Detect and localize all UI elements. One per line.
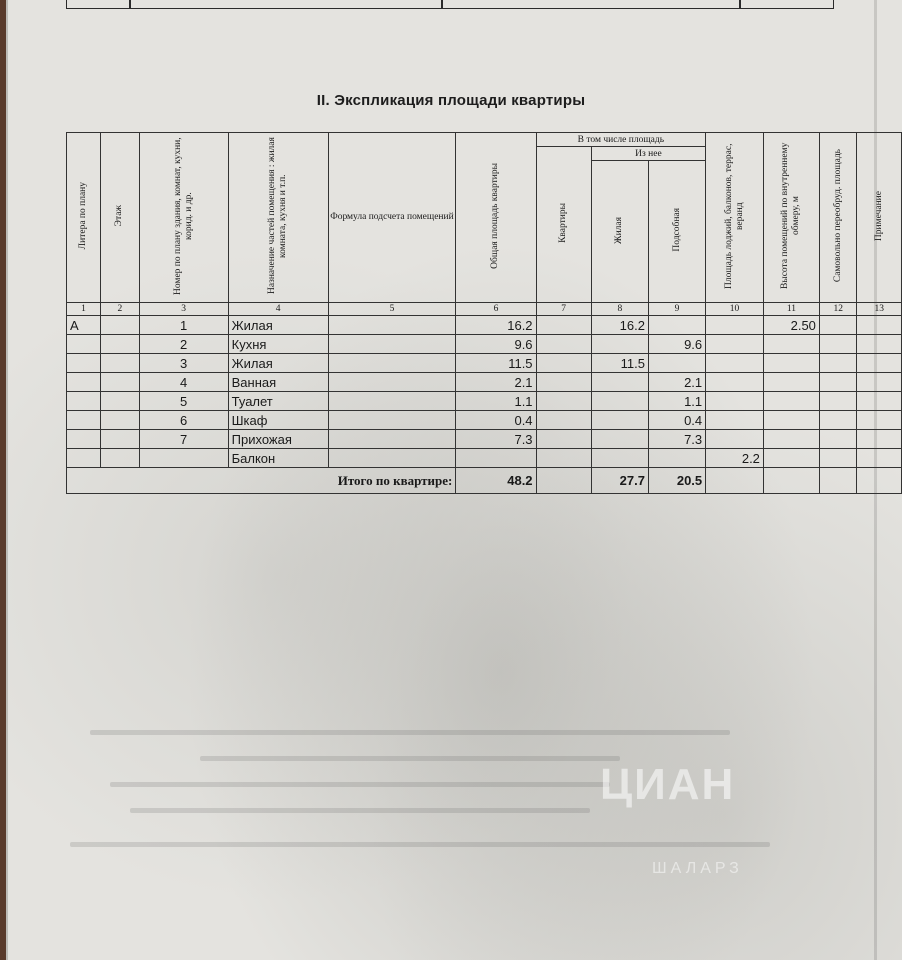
cell-height <box>763 430 819 449</box>
cell-utility: 2.1 <box>648 373 705 392</box>
cell-unauthorized <box>819 449 857 468</box>
table-row <box>67 354 902 373</box>
cell-note <box>857 430 902 449</box>
cell-apartment <box>536 392 591 411</box>
cell-height <box>763 411 819 430</box>
cell-living <box>591 392 648 411</box>
cell-utility: 1.1 <box>648 392 705 411</box>
cell-living: 16.2 <box>591 316 648 335</box>
colnum: 5 <box>328 303 456 316</box>
cell-balcony <box>706 316 764 335</box>
total-area: 48.2 <box>456 468 536 494</box>
cell-balcony <box>706 392 764 411</box>
header-living: Жилая <box>614 216 625 244</box>
header-utility: Подсобная <box>671 208 682 252</box>
cell-living <box>591 373 648 392</box>
cell-floor <box>101 354 140 373</box>
cell-number <box>139 449 228 468</box>
table-row <box>67 316 902 335</box>
cell-number: 1 <box>139 316 228 335</box>
cell-litera: А <box>67 316 101 335</box>
cell-height: 2.50 <box>763 316 819 335</box>
cell-name: Шкаф <box>228 411 328 430</box>
cell-height <box>763 335 819 354</box>
cell-apartment <box>536 354 591 373</box>
colnum: 3 <box>139 303 228 316</box>
cell-living <box>591 430 648 449</box>
colnum: 1 <box>67 303 101 316</box>
cell-balcony <box>706 373 764 392</box>
cell-total <box>456 449 536 468</box>
cell-name: Балкон <box>228 449 328 468</box>
table-row <box>67 411 902 430</box>
cell-formula <box>328 449 456 468</box>
cell-name: Кухня <box>228 335 328 354</box>
table-row <box>67 335 902 354</box>
cell-total: 16.2 <box>456 316 536 335</box>
colnum: 11 <box>763 303 819 316</box>
cell-apartment <box>536 449 591 468</box>
watermark-subtext: ШАЛАРЗ <box>652 860 743 877</box>
cell-number: 6 <box>139 411 228 430</box>
header-note: Примечание <box>873 190 884 242</box>
page-title: II. Экспликация площади квартиры <box>316 92 586 109</box>
cell-utility <box>648 354 705 373</box>
cell-unauthorized <box>819 316 857 335</box>
cell-balcony <box>706 354 764 373</box>
header-room-purpose: Назначение частей помещения : жилая комната, кухня и т.п. <box>267 137 289 295</box>
cell-balcony <box>706 411 764 430</box>
cell-apartment <box>536 411 591 430</box>
cell-unauthorized <box>819 335 857 354</box>
cell-litera <box>67 392 101 411</box>
cell-living <box>591 411 648 430</box>
header-apartment: Квартиры <box>558 203 569 243</box>
cell-total: 9.6 <box>456 335 536 354</box>
cell-litera <box>67 335 101 354</box>
watermark-logo: ЦИАН <box>600 760 736 809</box>
colnum: 7 <box>536 303 591 316</box>
cell-formula <box>328 335 456 354</box>
cell-name: Жилая <box>228 354 328 373</box>
cell-total: 7.3 <box>456 430 536 449</box>
header-including-area: В том числе площадь <box>536 133 706 147</box>
colnum: 6 <box>456 303 536 316</box>
cell-apartment <box>536 430 591 449</box>
previous-table-edge <box>66 0 834 9</box>
table-row <box>67 449 902 468</box>
cell-formula <box>328 316 456 335</box>
header-total-area: Общая площадь квартиры <box>490 163 501 269</box>
cell-name: Жилая <box>228 316 328 335</box>
total-utility: 20.5 <box>648 468 705 494</box>
table-row <box>67 430 902 449</box>
cell-height <box>763 373 819 392</box>
cell-litera <box>67 449 101 468</box>
cell-formula <box>328 373 456 392</box>
cell-unauthorized <box>819 373 857 392</box>
column-number-row <box>67 303 902 316</box>
cell-note <box>857 316 902 335</box>
cell-utility: 0.4 <box>648 411 705 430</box>
cell-balcony <box>706 335 764 354</box>
cell-note <box>857 373 902 392</box>
cell-litera <box>67 430 101 449</box>
cell-apartment <box>536 316 591 335</box>
header-formula: Формула подсчета помещений <box>328 133 456 303</box>
cell-unauthorized <box>819 430 857 449</box>
table-row <box>67 392 902 411</box>
cell-height <box>763 354 819 373</box>
cell-balcony <box>706 430 764 449</box>
cell-number: 4 <box>139 373 228 392</box>
explication-table <box>66 132 902 494</box>
cell-total: 11.5 <box>456 354 536 373</box>
header-row-1 <box>67 133 902 147</box>
cell-number: 2 <box>139 335 228 354</box>
total-apartment <box>536 468 591 494</box>
colnum: 9 <box>648 303 705 316</box>
cell-litera <box>67 411 101 430</box>
header-floor: Этаж <box>114 205 125 227</box>
cell-total: 1.1 <box>456 392 536 411</box>
colnum: 10 <box>706 303 764 316</box>
cell-floor <box>101 335 140 354</box>
cell-total: 0.4 <box>456 411 536 430</box>
cell-note <box>857 449 902 468</box>
colnum: 8 <box>591 303 648 316</box>
cell-formula <box>328 411 456 430</box>
cell-name: Туалет <box>228 392 328 411</box>
header-ceiling-height: Высота помещений по внутреннему обмеру, м <box>780 142 802 290</box>
cell-living: 11.5 <box>591 354 648 373</box>
header-room-number: Номер по плану здания, комнат, кухни, корид. и др. <box>172 137 194 295</box>
total-living: 27.7 <box>591 468 648 494</box>
cell-height <box>763 392 819 411</box>
header-of-which: Из нее <box>591 147 705 161</box>
cell-note <box>857 335 902 354</box>
cell-litera <box>67 373 101 392</box>
cell-unauthorized <box>819 411 857 430</box>
cell-note <box>857 354 902 373</box>
cell-height <box>763 449 819 468</box>
cell-total: 2.1 <box>456 373 536 392</box>
cell-floor <box>101 449 140 468</box>
cell-number: 3 <box>139 354 228 373</box>
cell-floor <box>101 373 140 392</box>
cell-utility: 9.6 <box>648 335 705 354</box>
cell-apartment <box>536 335 591 354</box>
cell-name: Прихожая <box>228 430 328 449</box>
cell-note <box>857 392 902 411</box>
cell-formula <box>328 354 456 373</box>
cell-apartment <box>536 373 591 392</box>
cell-floor <box>101 392 140 411</box>
cell-utility <box>648 316 705 335</box>
colnum: 12 <box>819 303 857 316</box>
header-litera: Литера по плану <box>78 182 88 250</box>
cell-utility: 7.3 <box>648 430 705 449</box>
cell-floor <box>101 411 140 430</box>
total-row <box>67 468 902 494</box>
cell-floor <box>101 430 140 449</box>
cell-litera <box>67 354 101 373</box>
cell-living <box>591 335 648 354</box>
total-label: Итого по квартире: <box>67 468 456 494</box>
cell-balcony: 2.2 <box>706 449 764 468</box>
colnum: 4 <box>228 303 328 316</box>
cell-number: 7 <box>139 430 228 449</box>
cell-unauthorized <box>819 392 857 411</box>
table-row <box>67 373 902 392</box>
cell-formula <box>328 430 456 449</box>
header-balcony-area: Площадь лоджий, балконов, террас, веранд <box>723 143 745 289</box>
cell-utility <box>648 449 705 468</box>
cell-name: Ванная <box>228 373 328 392</box>
cell-unauthorized <box>819 354 857 373</box>
colnum: 2 <box>101 303 140 316</box>
colnum: 13 <box>857 303 902 316</box>
cell-note <box>857 411 902 430</box>
header-unauthorized-area: Самовольно переобруд. площадь <box>832 149 843 283</box>
cell-formula <box>328 392 456 411</box>
cell-floor <box>101 316 140 335</box>
cell-living <box>591 449 648 468</box>
cell-number: 5 <box>139 392 228 411</box>
